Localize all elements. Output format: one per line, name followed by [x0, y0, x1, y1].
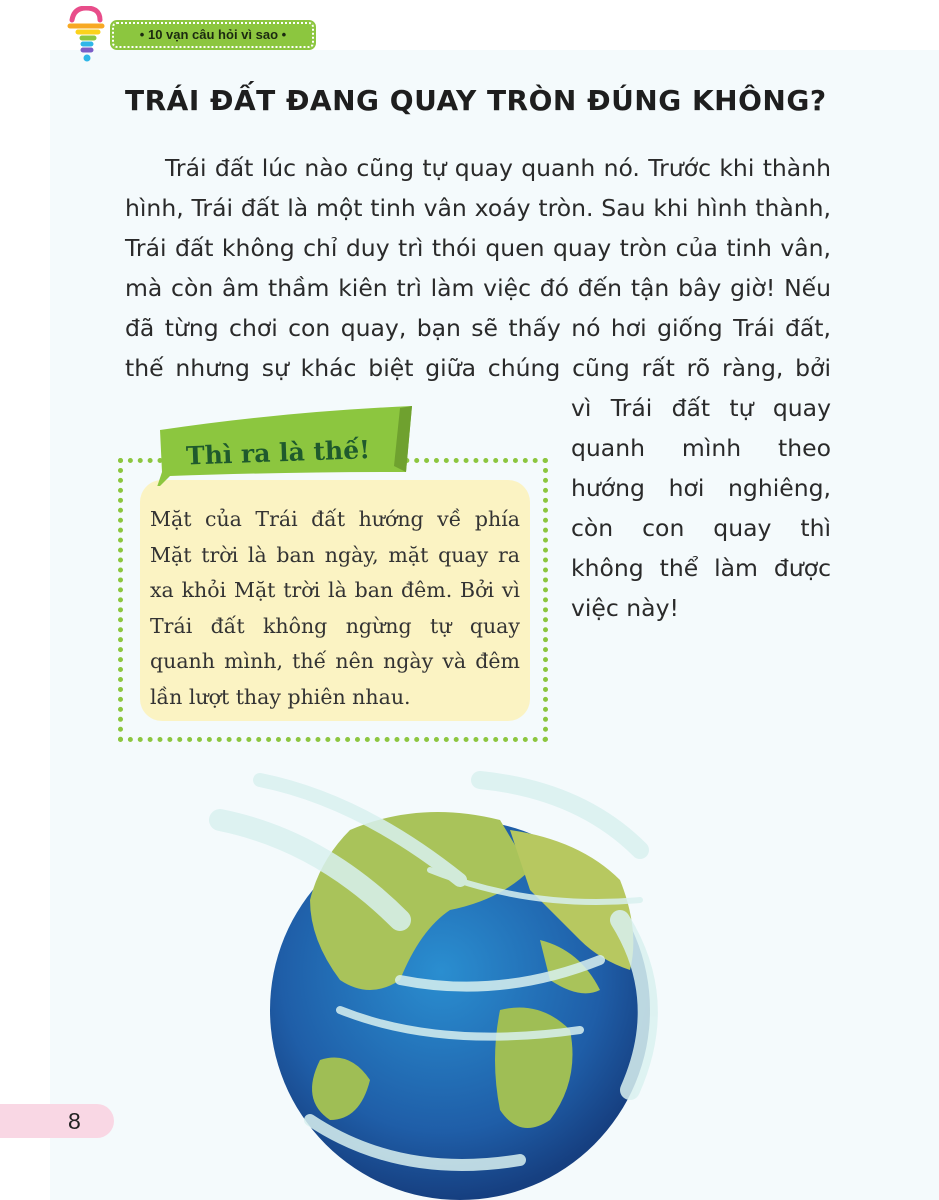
paragraph-line: hướng hơi nghiêng, — [571, 474, 831, 502]
paragraph-line: đã từng chơi con quay, bạn sẽ thấy nó hơi giống Trái đất, — [125, 314, 831, 342]
page-number: 8 — [68, 1108, 81, 1134]
note-heading: Thì ra là thế! — [185, 435, 371, 471]
series-label: • 10 vạn câu hỏi vì sao • — [112, 22, 314, 48]
paragraph-line: còn con quay thì — [571, 514, 831, 542]
page-title: TRÁI ĐẤT ĐANG QUAY TRÒN ĐÚNG KHÔNG? — [125, 84, 827, 117]
question-mark-logo-icon — [64, 6, 108, 62]
paragraph-line: mà còn âm thầm kiên trì làm việc đó đến tận bây giờ! Nếu — [125, 274, 831, 302]
paragraph-line: vì Trái đất tự quay — [571, 394, 831, 422]
paragraph-line: thế nhưng sự khác biệt giữa chúng cũng rất rõ ràng, bởi — [125, 354, 831, 382]
paragraph-line: quanh mình theo — [571, 434, 831, 462]
note-text: Mặt của Trái đất hướng về phía Mặt trời là ban ngày, mặt quay ra xa khỏi Mặt trời là ban đêm. Bởi vì Trái đất không ngừng tự quay quanh mình, thế nên ngày và đêm lần lượt thay phiên nhau. — [150, 507, 520, 709]
paragraph-line: không thể làm được — [571, 554, 831, 582]
earth-globe-illustration — [200, 760, 720, 1200]
paragraph-line: hình, Trái đất là một tinh vân xoáy tròn. Sau khi hình thành, — [125, 194, 831, 222]
paragraph-line: việc này! — [571, 594, 679, 622]
paragraph-line: Trái đất không chỉ duy trì thói quen quay tròn của tinh vân, — [125, 234, 831, 262]
paragraph-line: Trái đất lúc nào cũng tự quay quanh nó. Trước khi thành — [165, 154, 831, 182]
page-number-tab — [0, 1104, 114, 1138]
